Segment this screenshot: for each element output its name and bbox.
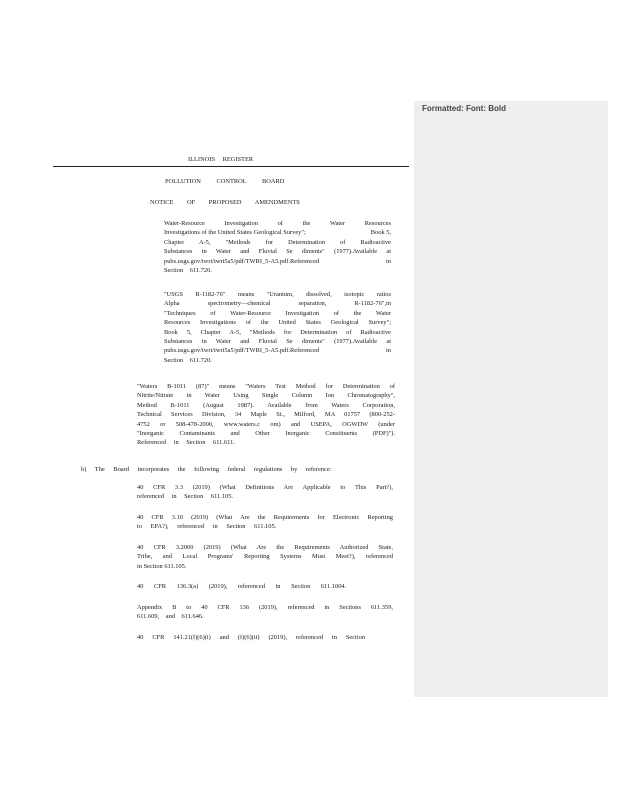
text-line: 40 CFR 3.2000 (2019) (What Are the Requirements Authorized State, xyxy=(137,544,393,551)
section-b-heading: b) The Board incorporates the following federal regulations by reference: xyxy=(81,466,332,473)
cfr-item xyxy=(137,582,393,591)
text-line: 40 CFR 136.3(a) (2019), referenced in Section 611.1004. xyxy=(137,583,347,590)
definition-block-usgs xyxy=(164,290,391,365)
text-line: Technical Services Division, 34 Maple St., Milford, MA 01757 (800-252- xyxy=(137,411,395,419)
text-line: Chapter A-5, "Methods for Determination of Radioactive xyxy=(164,238,391,246)
text-line: pubs.usgs.gov/twri/twri5a5/pdf/TWRI_5-A5.pdf.Referenced xyxy=(164,257,320,265)
text-line: 4752 or 508-478-2000, www.waters.c om) and USEPA, OGWDW (under xyxy=(137,420,395,428)
board-title: POLLUTION CONTROL BOARD xyxy=(165,178,285,185)
notice-title: NOTICE OF PROPOSED AMENDMENTS xyxy=(150,199,300,206)
text-line-row xyxy=(164,228,391,237)
text-line-row xyxy=(164,346,391,355)
text-line: Substances in Water and Fluvial Se diments" (1977).Available at xyxy=(164,338,391,346)
text-line: Book 5, xyxy=(370,229,391,237)
text-line: Substances in Water and Fluvial Se diments" (1977).Available at xyxy=(164,248,391,256)
definition-block-waters xyxy=(137,382,395,448)
text-line: in xyxy=(386,257,391,265)
cfr-item xyxy=(137,633,365,642)
text-line: Referenced in Section 611.611. xyxy=(137,439,235,447)
definition-block-1 xyxy=(164,219,391,275)
text-line: Tribe, and Local Programs' Reporting Systems Must Meet?), referenced xyxy=(137,553,393,561)
text-line: 40 CFR 141.21(f)(6)(i) and (f)(6)(ii) (2019), referenced in Section xyxy=(137,634,365,641)
text-line: pubs.usgs.gov/twri/twri5a5/pdf/TWRI_5-A5.pdf.Referenced xyxy=(164,347,320,355)
text-line: "Waters B-1011 (87)" means "Waters Test Method for Determination of xyxy=(137,383,395,390)
text-line: Book 5, Chapter A-5, "Methods for Determination of Radioactive xyxy=(164,328,391,336)
text-line: referenced in Section 611.105. xyxy=(137,493,234,501)
text-line: Water-Resource Investigation of the Water Resources xyxy=(164,220,391,227)
text-line: Nitrite/Nitrate in Water Using Single Column Ion Chromatography", xyxy=(137,392,395,400)
text-line: to EPA?), referenced in Section 611.105. xyxy=(137,523,277,531)
text-line: 40 CFR 3.3 (2019) (What Definitions Are Applicable to This Part?), xyxy=(137,484,393,491)
text-line: 611.609, and 611.646. xyxy=(137,613,204,621)
cfr-item xyxy=(137,483,393,502)
cfr-item xyxy=(137,543,393,571)
text-line: "USGS R-1182-76" means "Uranium, dissolved, isotopic ratios xyxy=(164,291,391,298)
comment-title: Formatted: Font: Bold xyxy=(422,104,506,113)
text-line: Investigations of the United States Geological Survey"; xyxy=(164,229,306,237)
text-line: in Section 611.105. xyxy=(137,562,187,570)
text-line: Method B-1011 (August 1987). Available from Waters Corporation, xyxy=(137,401,395,409)
text-line: "Inorganic Contaminants and Other Inorganic Constituents (PDF)"). xyxy=(137,430,395,438)
cfr-item xyxy=(137,513,393,532)
cfr-item xyxy=(137,603,393,622)
text-line: Section 611.720. xyxy=(164,356,212,364)
text-line: in xyxy=(386,347,391,355)
text-line: Alpha spectrometry—chemical separation, R-1182-76",in xyxy=(164,300,391,308)
text-line: "Techniques of Water-Resource Investigation of the Water xyxy=(164,309,391,317)
register-title: ILLINOIS REGISTER xyxy=(188,156,254,163)
comments-pane xyxy=(414,101,608,697)
text-line: Section 611.720. xyxy=(164,267,212,275)
text-line-row xyxy=(164,257,391,266)
text-line: Resources Investigations of the United States Geological Survey"; xyxy=(164,319,391,327)
text-line: 40 CFR 3.10 (2019) (What Are the Requirements for Electronic Reporting xyxy=(137,514,393,521)
header-rule xyxy=(53,166,409,167)
text-line: Appendix B to 40 CFR 136 (2019), referenced in Sections 611.359, xyxy=(137,604,393,611)
